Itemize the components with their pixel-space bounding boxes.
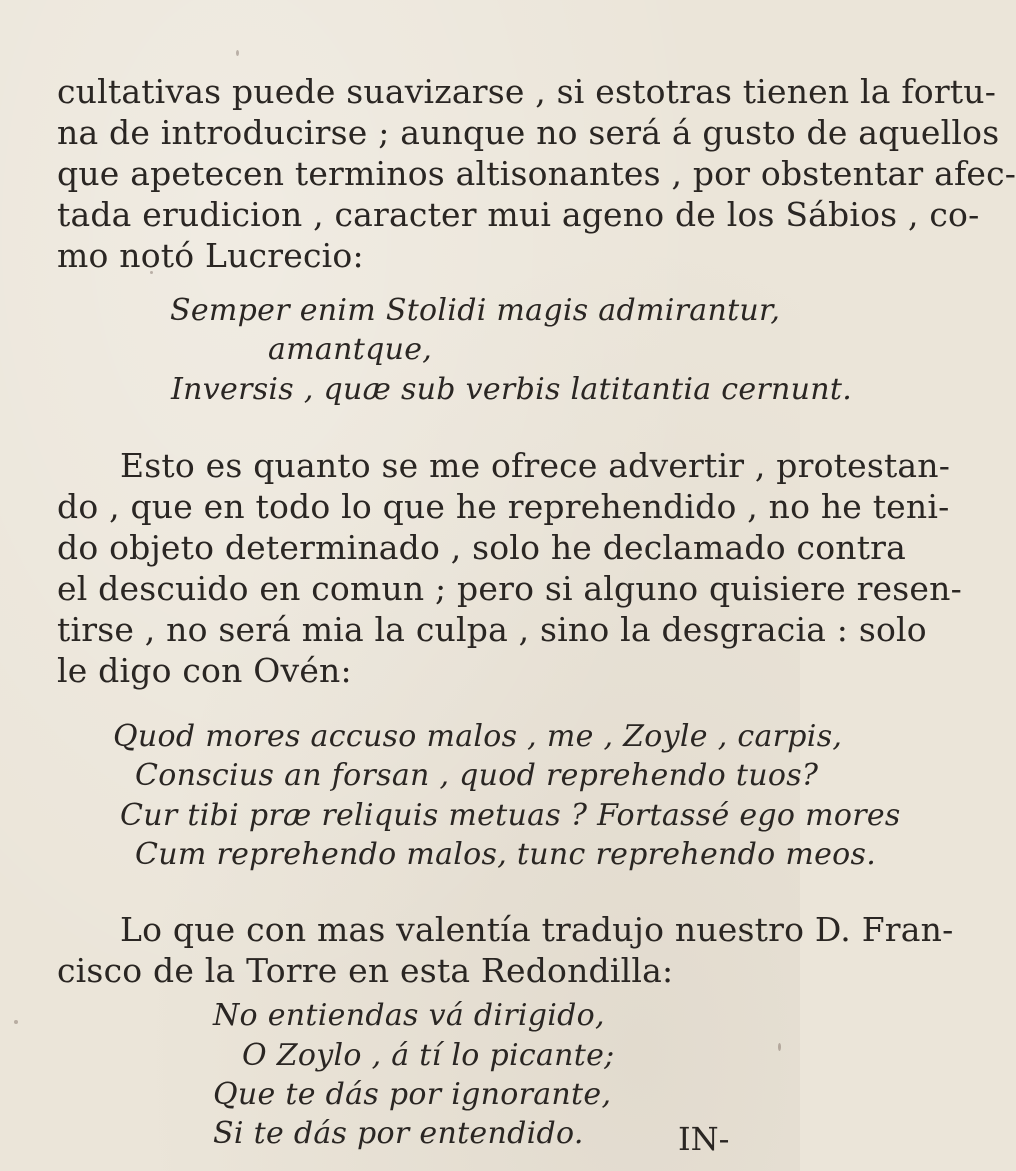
- catchword: IN-: [678, 1120, 730, 1158]
- paper-speck: [778, 1043, 781, 1051]
- quote1-line-1: Semper enim Stolidi magis admirantur,: [170, 293, 781, 328]
- paragraph2-line-6: le digo con Ovén:: [57, 651, 352, 690]
- paragraph1-line-3: que apetecen terminos altisonantes , por obstentar afec-: [57, 154, 1016, 193]
- quote3-line-4: Si te dás por entendido.: [213, 1116, 584, 1151]
- paragraph1-line-1: cultativas puede suavizarse , si estotras tienen la fortu-: [57, 72, 997, 111]
- paper-speck: [150, 271, 153, 274]
- quote1-line-3: Inversis , quæ sub verbis latitantia cernunt.: [171, 372, 853, 407]
- quote2-line-2: Conscius an forsan , quod reprehendo tuos?: [135, 758, 819, 793]
- quote3-line-2: O Zoylo , á tí lo picante;: [242, 1038, 615, 1073]
- paragraph1-line-2: na de introducirse ; aunque no será á gusto de aquellos: [57, 113, 1000, 152]
- quote3-line-3: Que te dás por ignorante,: [213, 1077, 612, 1112]
- paragraph2-line-4: el descuido en comun ; pero si alguno quisiere resen-: [57, 569, 962, 608]
- paragraph3-line-1: Lo que con mas valentía tradujo nuestro D. Fran-: [120, 910, 954, 949]
- quote2-line-1: Quod mores accuso malos , me , Zoyle , carpis,: [113, 719, 843, 754]
- quote2-line-3: Cur tibi præ reliquis metuas ? Fortassé ego mores: [120, 798, 901, 833]
- paragraph2-line-2: do , que en todo lo que he reprehendido , no he teni-: [57, 487, 950, 526]
- quote3-line-1: No entiendas vá dirigido,: [213, 998, 605, 1033]
- paragraph2-line-3: do objeto determinado , solo he declamado contra: [57, 528, 907, 567]
- paragraph2-line-1: Esto es quanto se me ofrece advertir , protestan-: [120, 446, 951, 485]
- paper-speck: [14, 1020, 18, 1024]
- paper-speck: [236, 50, 239, 56]
- quote2-line-4: Cum reprehendo malos, tunc reprehendo meos.: [135, 837, 877, 872]
- quote1-line-2: amantque,: [268, 332, 433, 367]
- paragraph1-line-4: tada erudicion , caracter mui ageno de los Sábios , co-: [57, 195, 980, 234]
- paragraph2-line-5: tirse , no será mia la culpa , sino la desgracia : solo: [57, 610, 927, 649]
- paragraph1-line-5: mo notó Lucrecio:: [57, 236, 364, 275]
- paragraph3-line-2: cisco de la Torre en esta Redondilla:: [57, 951, 674, 990]
